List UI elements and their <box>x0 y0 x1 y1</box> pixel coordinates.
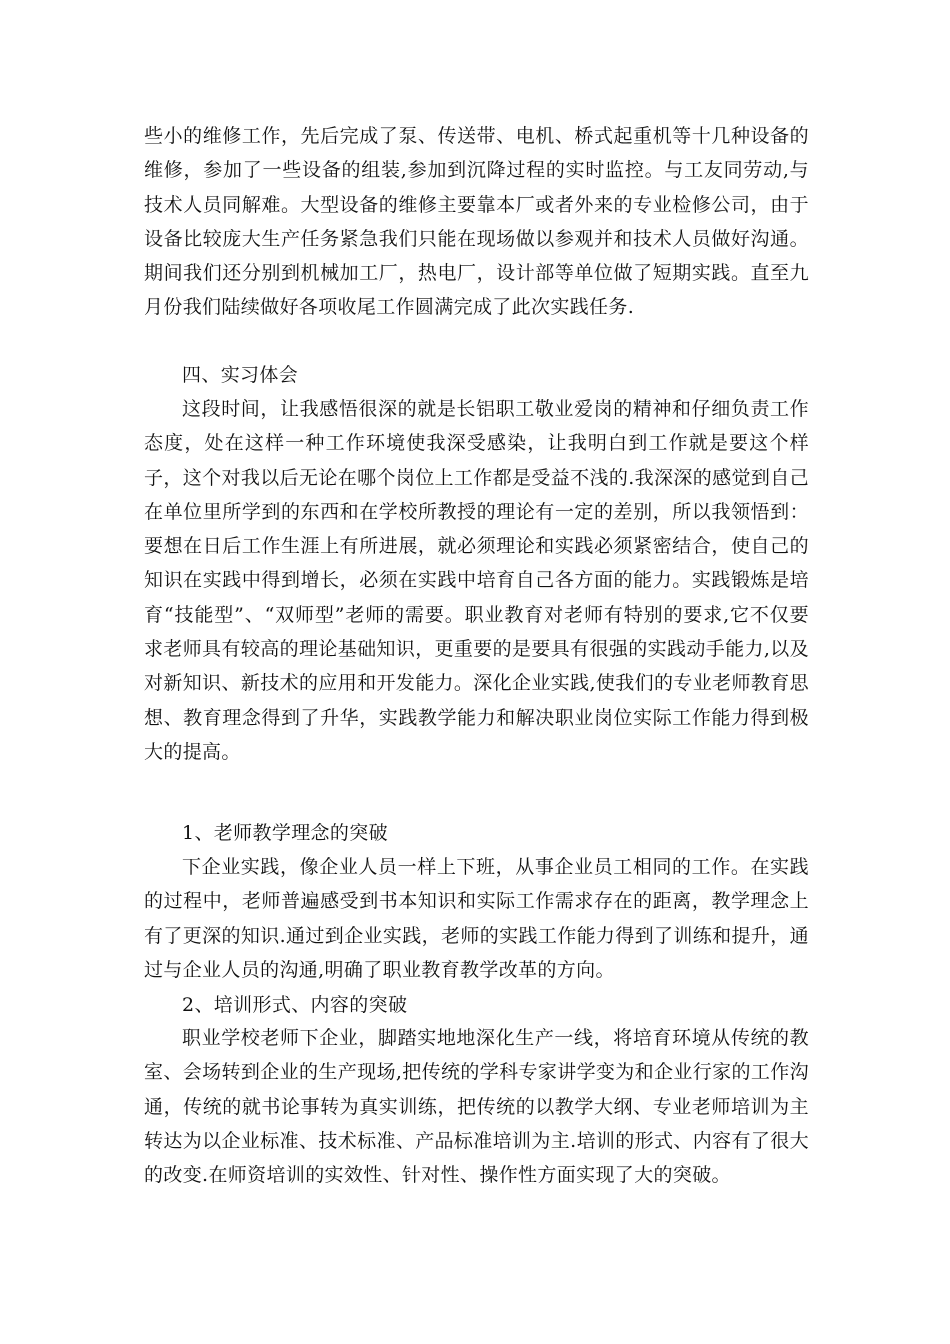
body-paragraph-training-reform: 职业学校老师下企业，脚踏实地地深化生产一线，将培育环境从传统的教室、会场转到企业的生产现场,把传统的学科专家讲学变为和企业行家的工作沟通，传统的就书论事转为真实训练，把传统的以教学大纲、专业老师培训为主转达为以企业标准、技术标准、产品标准培训为主.培训的形式、内容有了很大的改变.在师资培训的实效性、针对性、操作性方面实现了大的突破。 <box>144 1027 809 1187</box>
body-paragraph-reflection: 这段时间，让我感悟很深的就是长铝职工敬业爱岗的精神和仔细负责工作态度，处在这样一种工作环境使我深受感染，让我明白到工作就是要这个样子，这个对我以后无论在哪个岗位上工作都是受益不浅的.我深深的感觉到自己在单位里所学到的东西和在学校所教授的理论有一定的差别，所以我领悟到：要想在日后工作生涯上有所进展，就必须理论和实践必须紧密结合，使自己的知识在实践中得到增长，必须在实践中培育自己各方面的能力。实践锻炼是培育“技能型”、“双师型”老师的需要。职业教育对老师有特别的要求,它不仅要求老师具有较高的理论基础知识，更重要的是要具有很强的实践动手能力,以及对新知识、新技术的应用和开发能力。深化企业实践,使我们的专业老师教育思想、教育理念得到了升华，实践教学能力和解决职业岗位实际工作能力得到极大的提高。 <box>144 398 809 763</box>
body-paragraph-enterprise-practice: 下企业实践，像企业人员一样上下班，从事企业员工相同的工作。在实践的过程中，老师普遍感受到书本知识和实际工作需求存在的距离，教学理念上有了更深的知识.通过到企业实践，老师的实践工作能力得到了训练和提升，通过与企业人员的沟通,明确了职业教育教学改革的方向。 <box>144 856 809 981</box>
subheading-teaching-concept-breakthrough: 1、老师教学理念的突破 <box>182 822 388 844</box>
body-paragraph-maintenance-work: 些小的维修工作，先后完成了泵、传送带、电机、桥式起重机等十几种设备的维修，参加了一些设备的组装,参加到沉降过程的实时监控。与工友同劳动,与技术人员同解难。大型设备的维修主要靠本厂或者外来的专业检修公司，由于设备比较庞大生产任务紧急我们只能在现场做以参观并和技术人员做好沟通。期间我们还分别到机械加工厂，热电厂，设计部等单位做了短期实践。直至九月份我们陆续做好各项收尾工作圆满完成了此次实践任务. <box>144 125 809 319</box>
subheading-training-form-breakthrough: 2、培训形式、内容的突破 <box>182 994 408 1016</box>
section-heading-internship-reflection: 四、实习体会 <box>182 364 299 386</box>
